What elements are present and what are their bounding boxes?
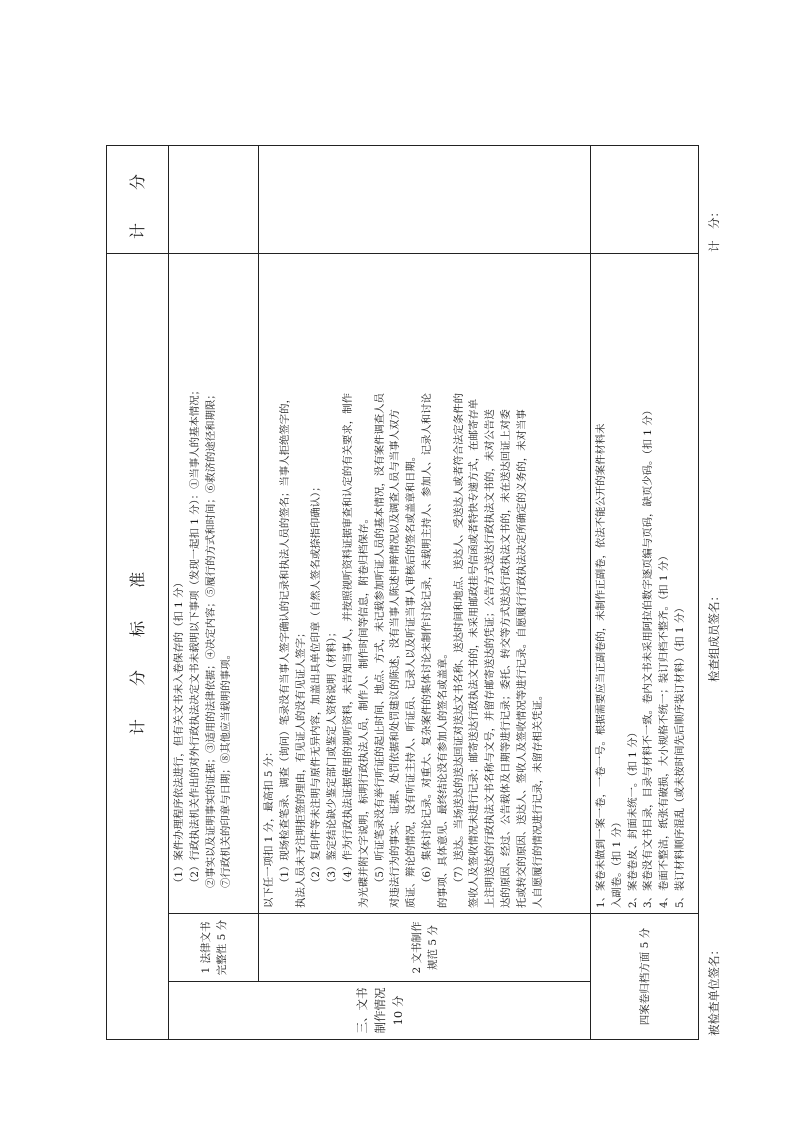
criteria-line: 以下任一项扣 1 分，最高扣 5 分： — [263, 746, 275, 908]
criteria-line: （5）听证笔录没有举行听证的起止时间、地点、方式，未记载参加听证人员的基本情况，没有案件调查人员 — [373, 393, 386, 888]
criteria-line: ②事实以及证明事实的证据；③适用的法律依据；④决定内容；⑤履行的方式和时间；⑥救济的途径和期限； — [204, 389, 217, 888]
criteria-line: （7）送达。当场送达的送达回证对送达文书名称、送达时间和地点、送达人、受送达人或者符合法定条件的 — [452, 393, 465, 888]
criteria-line: ⑦行政机关的印章与日期；⑧其他应当载明的事项。 — [220, 649, 233, 888]
criteria-line: 为光碟并附文字说明，标明行政执法人员，制作人、制作时间等信息，附卷归档保存。 — [357, 513, 370, 908]
section-label: 三、文书制作情况 10 分 — [169, 982, 591, 1040]
criteria-line: 上注明送达的行政执法文书名称与文号，并留存邮寄送达的凭证；公告方式送达行政执法文书的，未对公告送 — [484, 409, 497, 908]
table-row — [591, 146, 699, 1040]
row-criteria-text — [259, 254, 591, 914]
team-member-signature: 检查组成员签名： — [707, 590, 721, 682]
criteria-line: 2、案卷卷皮、封面未统一。（扣 1 分） — [626, 727, 639, 908]
header-row — [107, 146, 169, 1040]
criteria-line: 4、卷面不整洁，纸张有破损，大小规格不统一；装订归档不整齐。（扣 1 分） — [658, 550, 671, 908]
criteria-line: 3、案卷没有文书目录，目录与材料不一致。卷内文书未采用阿拉伯数字逐页编与页码，缺页少码。（扣 1 分） — [642, 405, 655, 908]
criteria-line: 对违法行为的事实、证据、处罚依据和处罚建议的陈述，没有当事人陈述申辩情况以及调查人员与当事人双方 — [389, 409, 402, 908]
criteria-line: （2）复印件等未注明与原件无异内容，加盖出具单位印章（自然人签名或捺指印确认）； — [310, 481, 323, 888]
criteria-header: 计 分 标 准 — [107, 254, 169, 1040]
row-sub-label: 1 法律文书完整性 5 分 — [169, 914, 259, 982]
criteria-line: 的事项、具体意见、最终结论没有参加人的签名或盖章。 — [436, 648, 449, 908]
row-criteria-text — [169, 254, 259, 914]
criteria-line: 托或转交的原因、送达人、签收人及签收情况等进行记录。自愿履行行政执法决定所确定的义务的，未对当事 — [515, 409, 528, 908]
criteria-line: 签收人及签收情况未进行记录；邮寄送达行政执法文书的，未采用邮政挂号信函或者特快专递方式，在邮寄存单 — [468, 398, 481, 908]
criteria-line: （2）行政执法机关作出的对外行政执法决定文书未载明以下事项（发现一起扣 1 分）：①当事人的基本情况； — [188, 385, 201, 888]
table-row — [169, 146, 259, 1040]
criteria-line: 质证、辩论的情况，没有听证主持人、听证员、记录人以及听证当事人审核后的签名或盖章和日期。 — [405, 450, 418, 908]
criteria-line: 1、案卷未做到一案一卷，一卷一号。根据需要应当正副卷的，未制作正副卷，依法不能公开的案件材料未 — [595, 423, 607, 908]
criteria-line: （1）现场检查笔录、调查（询问）笔录没有当事人签字确认的记录和执法人员的签名；当事人拒绝签字的， — [278, 393, 291, 888]
total-score-label: 计 分： — [707, 206, 721, 252]
scoring-table — [106, 145, 699, 1040]
criteria-line: （3）鉴定结论缺少鉴定部门或鉴定人资格说明（材料）； — [326, 626, 339, 888]
score-cell[interactable] — [169, 146, 259, 254]
score-cell[interactable] — [591, 146, 699, 254]
criteria-line: 5、装订材料顺序混乱（或未按时间先后顺序装订材料）（扣 1 分） — [673, 602, 686, 908]
criteria-line: 入副卷。（扣 1 分） — [610, 816, 623, 908]
criteria-line: 人自愿履行的情况进行记录，未留存相关凭证。 — [531, 689, 544, 908]
criteria-line: 执法人员未予注明拒签的理由，有见证人的没有见证人签字； — [294, 627, 307, 908]
criteria-line: （4）作为行政执法证据使用的视听资料，未告知当事人，并按照视听资料证据审查和认定的有关要求，制作 — [341, 393, 354, 888]
rotated-landscape-content — [84, 92, 744, 1092]
score-cell[interactable] — [259, 146, 591, 254]
row-criteria-text — [591, 254, 699, 914]
criteria-line: （1）案件办理程序依法进行，但有关文书未入卷保存的（扣 1 分） — [173, 577, 185, 888]
criteria-line: （6）集体讨论记录。对重大、复杂案件的集体讨论未制作讨论记录，未载明主持人、参加人、记录人和讨论 — [420, 393, 433, 888]
row-sub-label: 2 文书制作规范 5 分 — [259, 914, 591, 982]
inspected-unit-signature: 被检查单位签名： — [707, 944, 721, 1036]
row-sub-label: 四案卷归档方面 5 分 — [591, 914, 699, 1040]
table-row — [259, 146, 591, 1040]
score-header: 计 分 — [107, 146, 169, 254]
criteria-line: 达的原因、经过、公告载体及日期等进行记录；委托、转交等方式送达行政执法文书的，未在送达回证上对委 — [499, 409, 512, 908]
